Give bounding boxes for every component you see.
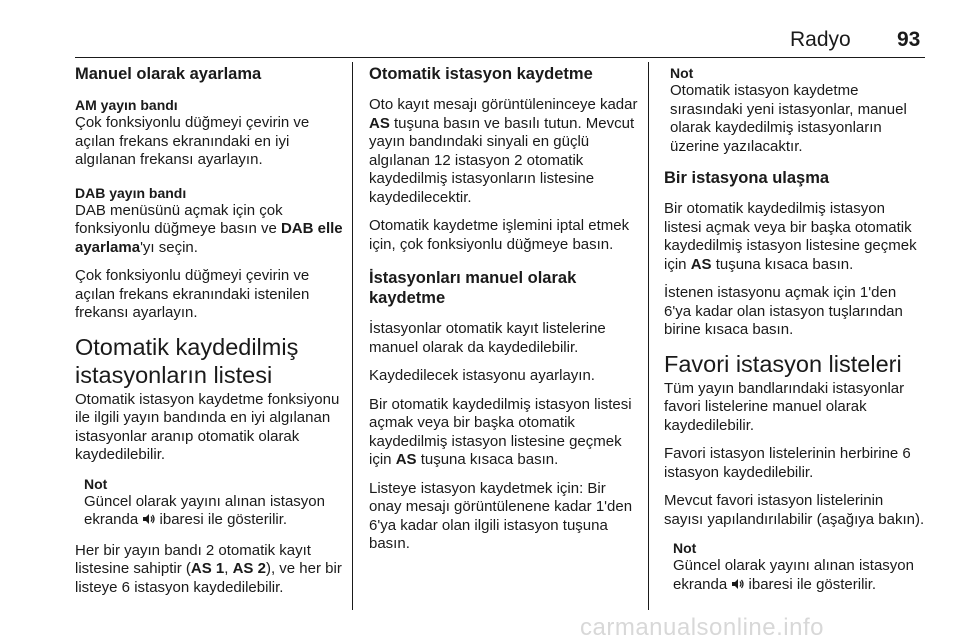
favourites-text-3: Mevcut favori istasyon listelerinin sayısı yapılandırılabilir (aşağıya bakın). xyxy=(664,492,925,528)
note-label: Not xyxy=(673,540,697,556)
autostore-text xyxy=(369,96,641,207)
subheading-dab-band: DAB yayın bandı xyxy=(75,184,187,201)
dab-band-text-2: Çok fonksiyonlu düğmeyi çevirin ve açılan frekans ekranındaki istenilen frekansı ayarlayın. xyxy=(75,267,310,321)
dab-manual-tuning-term: DAB elle ayarlama xyxy=(75,220,343,256)
text-part: ), ve her bir listeye 6 istasyon kaydedilebilir. xyxy=(75,560,342,596)
column-1 xyxy=(75,64,347,607)
autostore-lists-text xyxy=(75,542,347,598)
note-text: Otomatik istasyon kaydetme sırasındaki yeni istasyonlar, manuel olarak kaydedilmiş istasyonların üzerine yazılacaktır. xyxy=(670,82,907,155)
watermark: carmanualsonline.info xyxy=(580,614,824,641)
favourites-text-2: Favori istasyon listelerinin herbirine 6 istasyon kaydedilebilir. xyxy=(664,445,911,481)
note-label: Not xyxy=(670,65,694,81)
column-divider-1 xyxy=(352,62,353,610)
note-text-part: Güncel olarak yayını alınan istasyon ekranda xyxy=(673,557,914,593)
save-station-text: Listeye istasyon kaydetmek için: Bir onay mesajı görüntülenene kadar 1'den 6'ya kadar olan ilgili istasyon tuşuna basın. xyxy=(369,479,633,552)
as-key: AS xyxy=(369,114,390,132)
note-text-part: ibaresi ile gösterilir. xyxy=(155,511,288,528)
access-station-text: İstenen istasyonu açmak için 1'den 6'ya kadar olan istasyon tuşlarından birine kısaca basın. xyxy=(664,284,903,338)
as-key: AS xyxy=(395,451,417,468)
text-part: Oto kayıt mesajı görüntüleninceye kadar xyxy=(369,96,638,113)
text-part: tuşuna kısaca basın. xyxy=(711,255,854,273)
subheading-am-band: AM yayın bandı xyxy=(75,97,178,113)
section-heading-favourites: Favori istasyon listeleri xyxy=(664,350,902,377)
dab-text-part: 'yı seçin. xyxy=(140,238,198,256)
tune-station-text: Kaydedilecek istasyonu ayarlayın. xyxy=(369,367,595,384)
note-label: Not xyxy=(84,475,108,492)
text-part: tuşuna kısaca basın. xyxy=(416,451,559,468)
autostore-intro: Otomatik istasyon kaydetme fonksiyonu ile ilgili yayın bandında en iyi algılanan istasyonlar aranıp otomatik olarak kaydedilebilir. xyxy=(75,390,340,463)
switch-list-text xyxy=(369,396,641,470)
speaker-icon xyxy=(142,513,155,525)
page-number: 93 xyxy=(897,28,921,51)
text-part: Bir otomatik kaydedilmiş istasyon listesi açmak veya bir başka otomatik kaydedilmiş istasyon listesine geçmek için xyxy=(369,395,632,468)
note-block xyxy=(664,64,926,156)
as-key: AS xyxy=(690,255,712,273)
section-heading-autostore-lists: Otomatik kaydedilmiş istasyonların listesi xyxy=(75,333,299,388)
column-3 xyxy=(664,64,926,606)
note-block xyxy=(75,475,347,530)
text-part: Her bir yayın bandı 2 otomatik kayıt listesine sahiptir ( xyxy=(75,541,311,577)
access-list-text xyxy=(664,200,926,274)
cancel-autostore-text: Otomatik kaydetme işlemini iptal etmek için, çok fonksiyonlu düğmeye basın. xyxy=(369,217,630,253)
header-rule xyxy=(75,57,925,58)
manual-store-text: İstasyonlar otomatik kayıt listelerine manuel olarak da kaydedilebilir. xyxy=(369,320,606,356)
column-divider-2 xyxy=(648,62,649,610)
note-text xyxy=(84,493,347,530)
text-part: , xyxy=(224,560,233,577)
section-heading-access-station: Bir istasyona ulaşma xyxy=(664,169,830,187)
text-part: Bir otomatik kaydedilmiş istasyon listesi açmak veya bir başka otomatik kaydedilmiş istasyon listesine geçmek için xyxy=(664,200,917,273)
note-text xyxy=(673,557,926,594)
favourites-text-1: Tüm yayın bandlarındaki istasyonlar favori listelerine manuel olarak kaydedilebilir. xyxy=(664,379,905,434)
am-band-text: Çok fonksiyonlu düğmeyi çevirin ve açılan frekans ekranındaki en iyi algılanan frekansı ayarlayın. xyxy=(75,114,310,168)
speaker-icon xyxy=(731,578,744,590)
note-text-part: ibaresi ile gösterilir. xyxy=(744,575,877,593)
as1-key: AS 1 xyxy=(190,560,225,577)
as2-key: AS 2 xyxy=(232,560,266,577)
section-heading-autostore: Otomatik istasyon kaydetme xyxy=(369,65,593,83)
note-text-part: Güncel olarak yayını alınan istasyon ekranda xyxy=(84,492,325,528)
section-heading-manual-tuning: Manuel olarak ayarlama xyxy=(75,65,262,83)
note-block xyxy=(664,539,926,594)
text-part: tuşuna basın ve basılı tutun. Mevcut yayın bandındaki sinyali en güçlü algılanan 12 istasyon 2 otomatik kaydedilmiş istasyonların listesine kaydedilecektir. xyxy=(369,114,635,206)
section-heading-manual-store: İstasyonları manuel olarak kaydetme xyxy=(369,269,577,307)
column-2 xyxy=(369,64,641,564)
header-title: Radyo xyxy=(790,28,851,51)
dab-band-text xyxy=(75,202,347,258)
dab-text-part: DAB menüsünü açmak için çok fonksiyonlu düğmeye basın ve xyxy=(75,201,283,237)
